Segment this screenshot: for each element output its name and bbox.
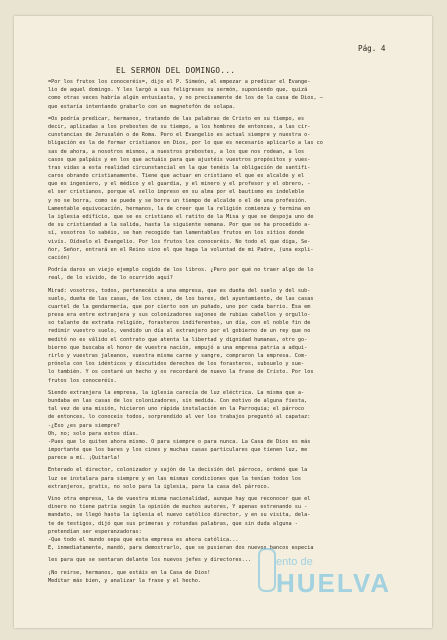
watermark-line-2: HUELVA [276,568,392,598]
page-number: Pág. 4 [358,44,386,53]
text-line: les para que se sentaran delante los nuevos jefes y directores... [48,557,252,564]
text-line: -Pues que lo quiten ahora mismo. O para siempre o para nunca. La Casa de Dios es más [48,438,311,445]
text-line: suelo, dueña de las casas, de los cines, de los bares, del ayuntamiento, de las casas [48,295,314,302]
document-page [14,16,432,628]
text-line: cación) [48,254,70,261]
body-text [48,78,418,585]
text-line: Meditar más bien, y analizar la frase y el hecho. [48,577,202,584]
text-line: casos que palpáis y en los que actuáis para que ajustéis vuestros propósitos y vues- [48,156,311,163]
text-line: vivís. Oídselo el Evangelio. Por los frutos los conoceréis. No todo el que diga, Se- [48,238,311,245]
text-line: tras vidas a esta realidad circunstancial en la que tenéis la obligación de santifi- [48,164,311,171]
text-line: =Os podría predicar, hermanos, tratando de las palabras de Cristo en su tiempo, es [48,115,305,122]
text-line: bierno que buscaba el honor de vuestra nación, empujó a una empresa patria a adqui- [48,344,308,351]
text-line: so talante de extraña religión, forasteros indiferentes, un día, con el noble fin de [48,320,311,327]
text-line: parece a mí. ¡Quitarla! [48,455,120,462]
text-line: cunstancias de Jerusalén o de Roma. Pero el Evangelio es actual siempre y nuestra o- [48,132,311,139]
text-line: la iglesia edificio, que se es cristiano el ratito de la Misa y que se despoja uno de [48,214,314,220]
text-line: extranjeros, gratis, no solo para la iglesia, para la casa del párroco. [48,483,270,490]
text-line: -¿Eso ¿es para siempre? [48,422,120,429]
text-line: Siendo extranjera la empresa, la iglesia carecía de luz eléctrica. La misma que a- [48,389,305,396]
text-line: bundaba en las casas de los colonizadores, sin medida. Con motivo de alguna fiesta, [48,397,308,404]
text-line: y no se borra, como se puede y se borra un tiempo de alcalde o el de una profesión. [48,197,308,204]
text-line: cuartel de la gendarmería, que por cierto son un puñado, uno por cada barrio. Esa em [48,303,311,310]
text-line: lo también. Y os contaré un hecho y os recordaré de nuevo la frase de Cristo. Por los [48,369,314,376]
text-line: E, inmediatamente, mandó, para demostrarlo, que se pusieran dos nuevos bancos especia [48,545,314,552]
text-line: ñor, Señor, entrará en el Reino sino el que haga la voluntad de mi Padre, (una expli- [48,246,314,253]
text-line: -Que todo el mundo sepa que esta empresa es ahora católica... [48,536,239,543]
text-line: como otras veces habría algún entusiasta, y no precisamente de los de la casa de Dios, — [48,95,323,102]
watermark-emblem-icon [258,548,276,592]
text-line: Oh, no; solo para estos días. [48,430,139,437]
text-line: te de testigos, dijó que sus primeras y rotundas palabras, que sin duda alguna - [48,520,298,527]
watermark [276,556,391,599]
text-line: que estaría intentando grabarlo con un magnetofón de solapa. [48,103,236,110]
text-line: que es ingeniero, y el médico y el guardia, y el minero y el profesor y el obrero, - [48,181,311,188]
text-line: prónola con los idénticos y discutidos derechos de los forasteros, subsuelo y sue- [48,361,305,368]
text-line: Lamentable equivocación, hermanos, la de creer que la religión comienza y termina en [48,205,311,212]
text-line: tal vez de una misión, hicieron uno rápida instalación en la Parroquia; el párroco [48,406,305,413]
text-line: meditó no es válido el contrato que atenta la libertad y dignidad humanas, otro go- [48,336,308,343]
text-line: redimir vuestro suelo, vendido un día al extranjero por el gobierno de un rey que no [48,328,311,335]
text-line: lio de aquel domingo. Y les largó a sus feligreses su sermón, suponiendo que, quizá [48,87,308,94]
page-title: EL SERMON DEL DOMINGO... [116,66,236,75]
text-line: Podría daros un viejo ejemplo cogido de los libros. ¿Pero por qué no traer algo de lo [48,267,314,274]
text-line: ¡No reirse, hermanos, que estáis en la Casa de Dios! [48,569,211,576]
watermark-line-1: ento de [276,556,313,568]
text-line: rirlo y vuestras jaleanos, vuestra misma carne y sangre, compraron la empresa. Com- [48,353,308,359]
text-line: frutos los conoceréis. [48,377,117,384]
text-line: Enterado el director, colonizador y sajón de la decisión del párroco, ordenó que la [48,467,308,474]
text-line: importante que los bares y los cines y muchas casas particulares que tienen luz, me [48,447,308,454]
text-line: luz se instalara para siempre y en las mismas condiciones que la tenían todos los [48,475,301,482]
text-line: Mirad: vosotros, todos, pertenecéis a una empresa, que es dueña del suelo y del sub- [48,287,311,294]
text-line: caros obrando cristianamente. Tiene que actuar en cristiano el que es alcalde y el [48,173,305,180]
text-line: bligación es la de formar cristianos en Dios, por lo que es necesario aplicarlo a las co [48,140,323,147]
text-line: sas de ahora, a nosotros mismos, a nuestros prebostes, a los que nos rodean, a los [48,148,305,155]
text-line: pretendían ser esperanzadoras: [48,528,142,535]
text-line: presa era entre extranjera y sus colonizadores sajones de rubias cabellos y orgullo- [48,312,311,319]
text-line: mandato, se llegó hasta la iglesia el nuevo católico director, y en su visita, dela- [48,512,311,519]
text-line: sí, vosotros lo sabéis, se han recogido tan lamentables frutos en los sitios donde [48,230,305,237]
text-line: Vino otra empresa, la de vuestra misma nacionalidad, aunque hay que reconocer que el [48,496,311,502]
text-line: =Por los frutos los conoceréis=, dijo el P. Simeón, al empezar a predicar el Evange- [48,79,311,85]
text-line: de entonces, lo conoceis todos, sorprendido al ver los trabajos preguntó al capataz: [48,414,311,421]
text-line: decir, aplicadas a los prebostes de su tiempo, a los hombres de entonces, a las cir- [48,123,311,130]
text-line: el ser cristianos, porque el sello impreso en su alma por el bautismo es indeleble [48,189,305,196]
text-line: de su cristiandad a la salida, hasta la siguiente semana. Por que se ha procedido a- [48,222,311,229]
text-line: real, de lo vivido, de lo ocurrido aquí? [48,275,173,282]
text-line: dinero no tiene patria según la opinión de muchos autores, Y apenas estrenando su - [48,504,308,511]
